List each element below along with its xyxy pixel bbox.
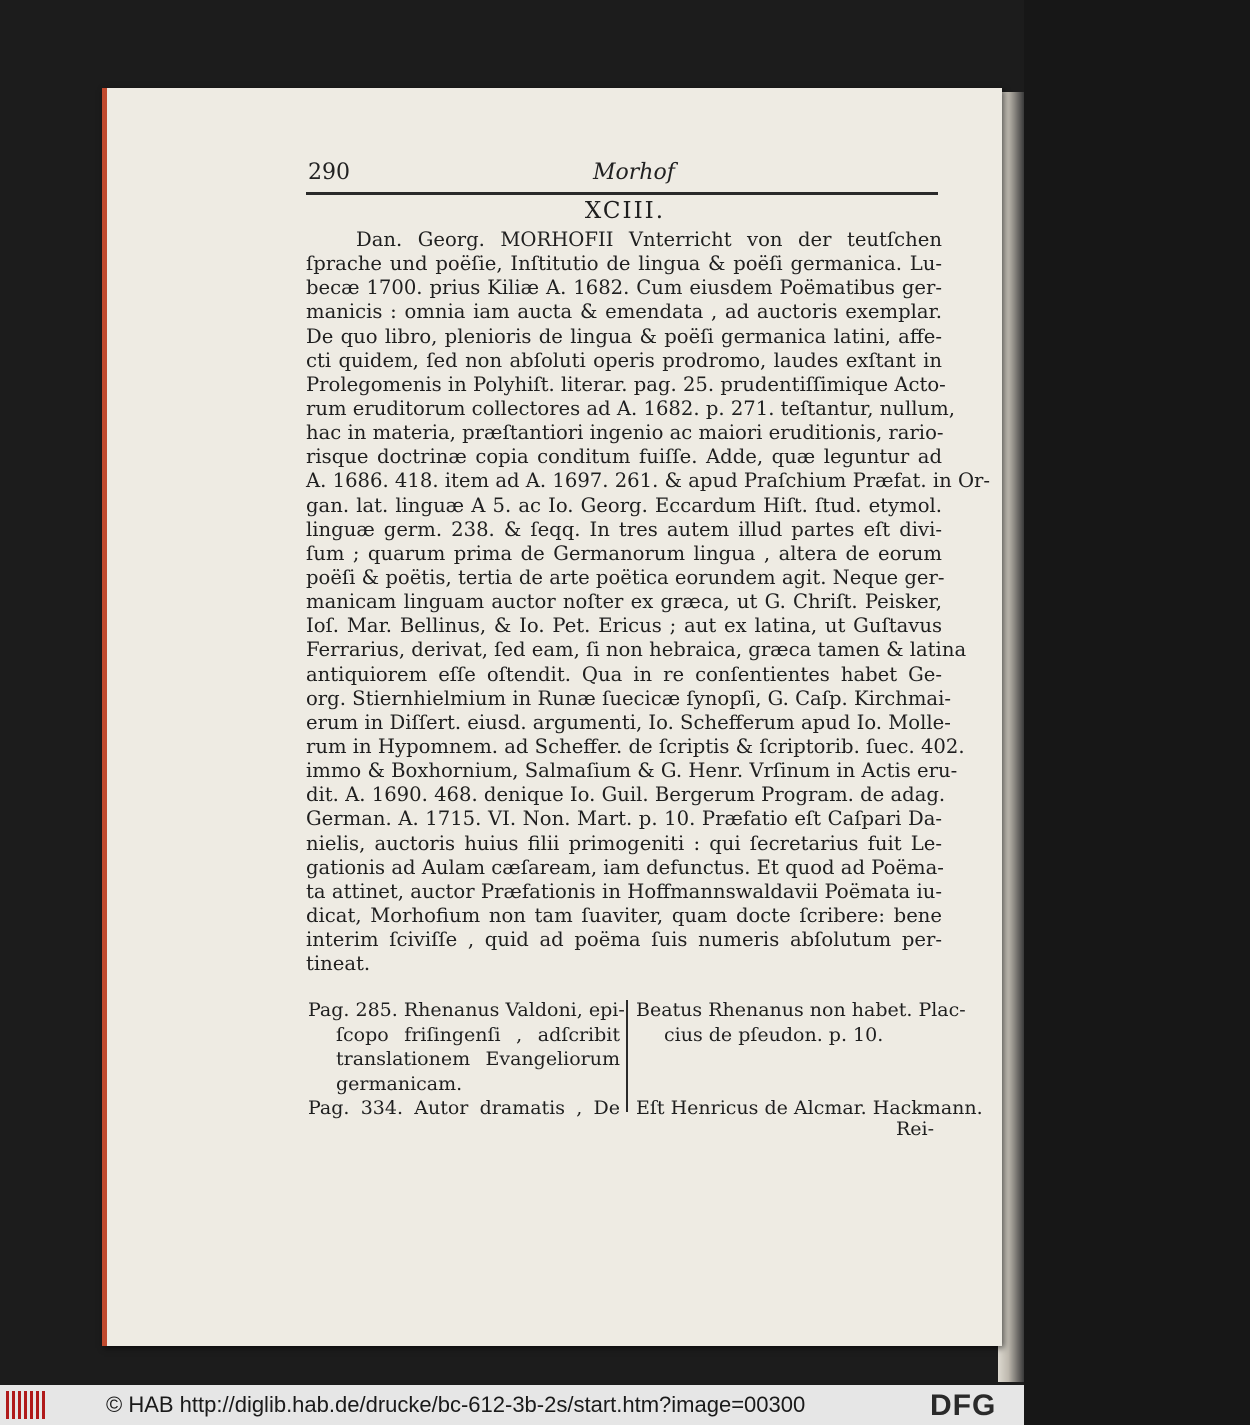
page-number: 290 xyxy=(308,160,350,185)
notes-right-column xyxy=(636,998,983,1121)
text-line: rum in Hypomnem. ad Scheffer. de ſcriptis & ſcriptorib. ſuec. 402. xyxy=(306,734,965,758)
text-line: rum eruditorum collectores ad A. 1682. p. 271. teſtantur, nullum, xyxy=(306,396,955,420)
footer-credit: © HAB http://diglib.hab.de/drucke/bc-612-3b-2s/start.htm?image=00300 xyxy=(106,1392,806,1417)
text-line: risque doctrinæ copia conditum fuiſſe. Adde, quæ leguntur ad xyxy=(306,445,942,469)
text-line: cti quidem, ſed non abſoluti operis prodromo, laudes exſtant in xyxy=(306,348,942,372)
notes-table xyxy=(308,998,983,1148)
note-left-line: Pag. 334. Autor dramatis , De xyxy=(308,1097,620,1119)
running-head: Morhof xyxy=(593,160,675,185)
text-line: German. A. 1715. VI. Non. Mart. p. 10. Præfatio eſt Caſpari Da- xyxy=(306,807,942,831)
red-page-edge xyxy=(102,88,107,1346)
text-line: Ioſ. Mar. Bellinus, & Io. Pet. Ericus ; aut ex latina, ut Guſtavus xyxy=(306,614,942,638)
text-line: Dan. Georg. MORHOFII Vnterricht von der teutſchen xyxy=(356,228,942,251)
note-right-line: Beatus Rhenanus non habet. Plac- xyxy=(636,999,966,1021)
column-divider xyxy=(626,1000,628,1112)
text-line: hac in materia, præſtantiori ingenio ac maiori eruditionis, rario- xyxy=(306,421,944,445)
page-header xyxy=(308,160,936,194)
text-line: manicis : omnia iam aucta & emendata , ad auctoris exemplar. xyxy=(306,300,942,324)
note-left-line: translationem Evangeliorum xyxy=(336,1048,620,1070)
text-line: interim ſciviſſe , quid ad poëma ſuis numeris abſolutum per- xyxy=(306,928,942,952)
entry-number-row xyxy=(0,198,1250,224)
text-line: dit. A. 1690. 468. denique Io. Guil. Bergerum Program. de adag. xyxy=(306,783,946,807)
text-line: linguæ germ. 238. & ſeqq. In tres autem illud partes eſt divi- xyxy=(306,517,942,541)
text-line: manicam linguam auctor noſter ex græca, ut G. Chriſt. Peisker, xyxy=(306,590,942,614)
text-line: immo & Boxhornium, Salmaſium & G. Henr. Vrſinum in Actis eru- xyxy=(306,759,958,783)
text-line: De quo libro, plenioris de lingua & poëſi germanica latini, affe- xyxy=(306,324,942,348)
note-left-line: ſcopo friſingenſi , adſcribit xyxy=(336,1023,620,1046)
text-line: A. 1686. 418. item ad A. 1697. 261. & apud Praſchium Præfat. in Or- xyxy=(306,469,991,493)
text-line: tineat. xyxy=(306,952,371,976)
note-right-line: cius de pſeudon. p. 10. xyxy=(664,1023,884,1046)
text-line: poëſi & poëtis, tertia de arte poëtica eorundem agit. Neque ger- xyxy=(306,565,945,589)
note-right-line xyxy=(636,1047,948,1072)
text-line: gan. lat. linguæ A 5. ac Io. Georg. Eccardum Hiſt. ſtud. etymol. xyxy=(306,493,942,517)
note-right-line: Eſt Henricus de Alcmar. Hackmann. xyxy=(636,1097,983,1119)
barcode-icon xyxy=(6,1391,46,1419)
note-left-line: germanicam. xyxy=(336,1072,463,1095)
text-line: antiquiorem eſſe oſtendit. Qua in re conſentientes habet Ge- xyxy=(306,662,942,686)
text-line: ta attinet, auctor Præfationis in Hoffmannswaldavii Poëmata iu- xyxy=(306,879,942,903)
text-line: erum in Diſſert. eiusd. argumenti, Io. Schefferum apud Io. Molle- xyxy=(306,710,951,734)
text-line: dicat, Morhofium non tam ſuaviter, quam docte ſcribere: bene xyxy=(306,903,942,927)
text-line: Prolegomenis in Polyhiſt. literar. pag. 25. prudentiſſimique Acto- xyxy=(306,372,946,396)
catchword: Rei- xyxy=(896,1118,935,1140)
footer-bar xyxy=(0,1385,1024,1425)
text-line: org. Stiernhielmium in Runæ ſuecicæ ſynopſi, G. Caſp. Kirchmai- xyxy=(306,686,952,710)
text-line: ſprache und poëſie, Inſtitutio de lingua & poëſi germanica. Lu- xyxy=(306,252,942,276)
text-line: Ferrarius, derivat, ſed eam, ſi non hebraica, græca tamen & latina xyxy=(306,638,967,662)
note-left-line: Pag. 285. Rhenanus Valdoni, epi- xyxy=(308,999,625,1021)
dfg-logo: DFG xyxy=(930,1389,997,1422)
body-text xyxy=(306,228,991,976)
text-line: gationis ad Aulam cæſaream, iam defunctus. Et quod ad Poëma- xyxy=(306,855,944,879)
text-line: ſum ; quarum prima de Germanorum lingua , altera de eorum xyxy=(306,541,942,565)
note-right-line xyxy=(636,1072,948,1097)
text-line: nielis, auctoris huius filii primogeniti : qui ſecretarius fuit Le- xyxy=(306,831,942,855)
header-rule xyxy=(306,192,938,195)
entry-number: XCIII. xyxy=(584,198,666,224)
notes-left-column xyxy=(308,998,625,1121)
text-line: becæ 1700. prius Kiliæ A. 1682. Cum eiusdem Poëmatibus ger- xyxy=(306,276,942,300)
